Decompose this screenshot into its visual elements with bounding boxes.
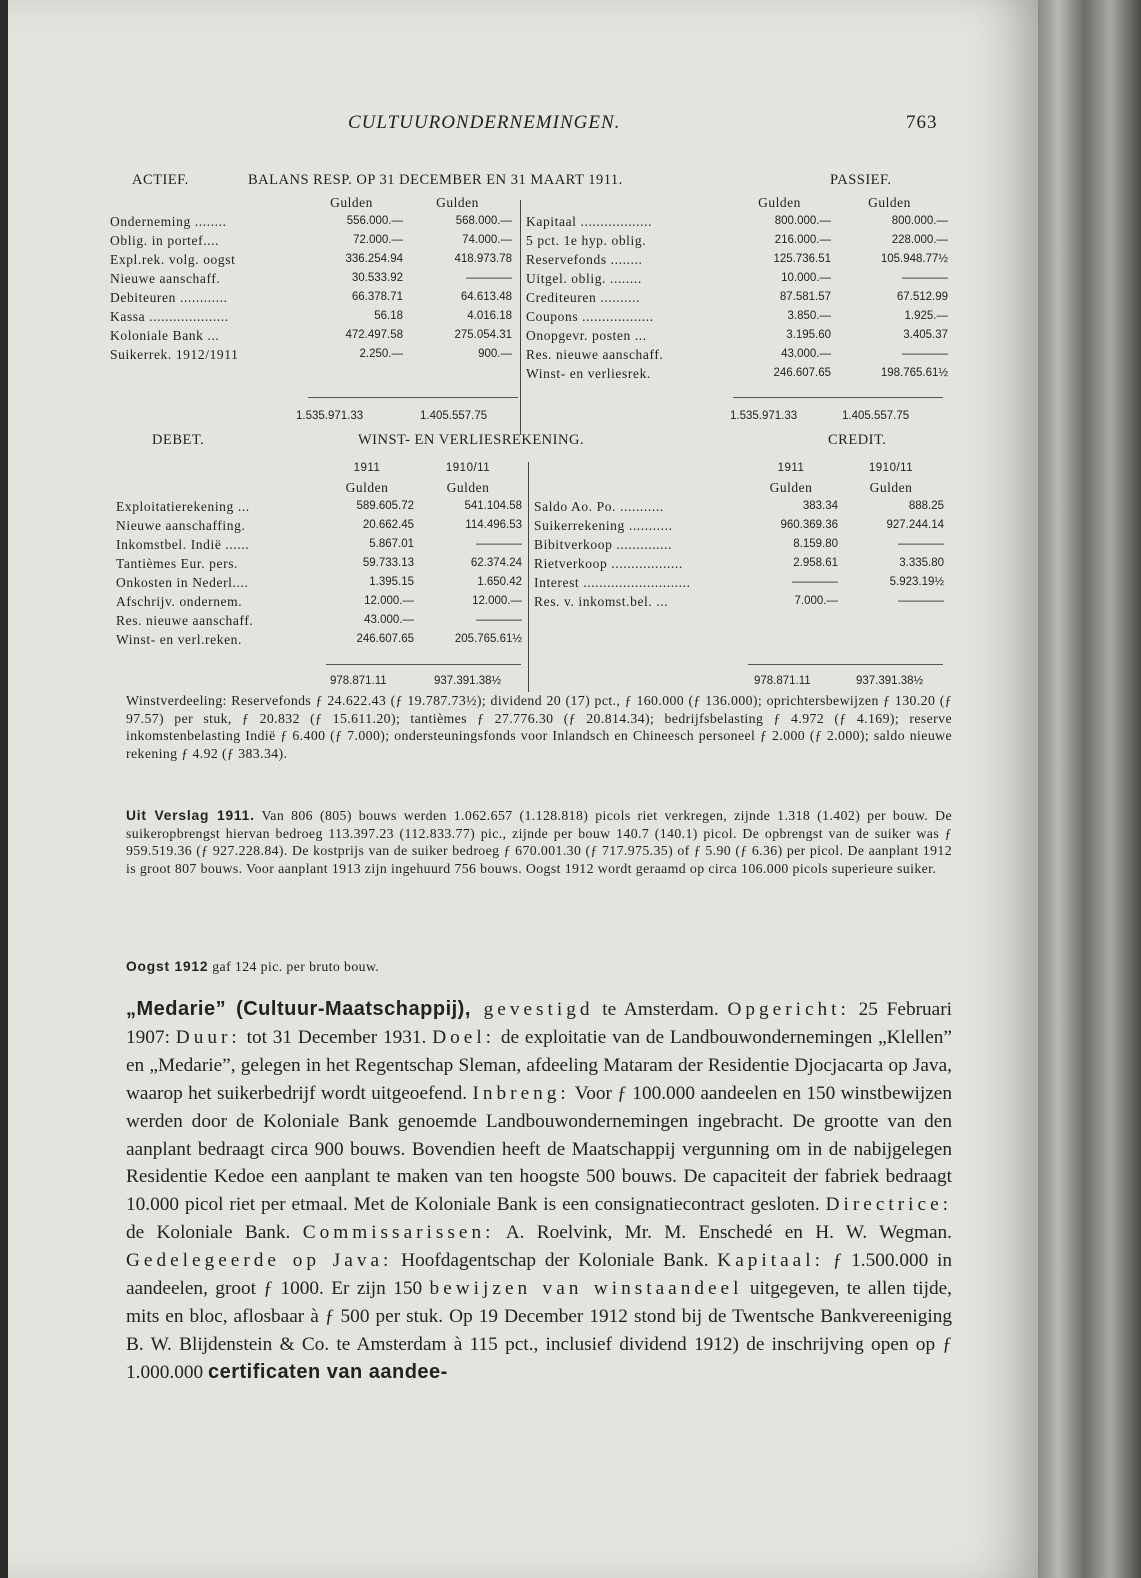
total-right-b: 1.405.557.75 (842, 410, 910, 422)
row-label: Exploitatierekening ... (116, 499, 250, 514)
verslag-label: Uit Verslag 1911. (126, 808, 255, 823)
row-value-b: 541.104.58 (464, 500, 522, 512)
balans-divider (520, 200, 521, 435)
row-label: Res. nieuwe aanschaff. (116, 613, 254, 628)
row-value-b: 3.335.80 (899, 557, 944, 569)
row-value-a: 336.254.94 (345, 253, 403, 265)
directrice-label: Directrice: (825, 1194, 952, 1216)
total-right-a: 1.535.971.33 (730, 410, 798, 422)
debet-table (116, 459, 522, 649)
row-value-b: 205.765.61½ (454, 633, 522, 645)
verslag-paragraph (126, 807, 952, 877)
row-label: Winst- en verliesrek. (526, 366, 651, 381)
total-left-a: 1.535.971.33 (296, 410, 364, 422)
row-value-b: 900.— (478, 348, 512, 360)
row-value-b: 927.244.14 (886, 519, 944, 531)
row-value-b: 228.000.— (891, 234, 948, 246)
balans-title: BALANS RESP. OP 31 DECEMBER EN 31 MAART 1911. (248, 172, 623, 188)
row-value-a: 12.000.— (364, 595, 414, 607)
total-rule (326, 664, 521, 665)
total-left-b: 1.405.557.75 (420, 410, 488, 422)
row-value-b: 198.765.61½ (880, 367, 948, 379)
table-row (116, 611, 522, 630)
table-row (526, 326, 948, 345)
row-label: 5 pct. 1e hyp. oblig. (526, 233, 647, 248)
table-row (526, 307, 948, 326)
actief-heading: ACTIEF. (132, 172, 189, 188)
col-head: Gulden (868, 195, 911, 210)
medarie-paragraph (126, 996, 952, 1387)
duur-label: Duur: (175, 1026, 241, 1048)
table-row (116, 573, 522, 592)
row-value-a: 20.662.45 (362, 519, 414, 531)
row-label: Debiteuren ............ (110, 290, 228, 305)
row-value-b: 74.000.— (462, 234, 512, 246)
running-title: CULTUURONDERNEMINGEN. (348, 112, 621, 133)
col-head: Gulden (446, 480, 490, 495)
row-value-a: 960.369.36 (780, 519, 838, 531)
row-label: Afschrijv. ondernem. (116, 594, 243, 609)
row-value-b: ———— (466, 272, 512, 284)
kapitaal-text: ƒ 1.500.000 in aandeelen, groot ƒ 1000. Er zijn 150 (126, 1250, 952, 1300)
table-row (526, 364, 948, 383)
row-label: Suikerrek. 1912/1911 (110, 347, 239, 362)
row-value-a: 1.395.15 (369, 576, 414, 588)
row-value-a: 87.581.57 (779, 291, 831, 303)
row-value-a: 3.195.60 (786, 329, 831, 341)
row-value-b: 3.405.37 (903, 329, 948, 341)
row-value-b: 12.000.— (472, 595, 522, 607)
table-row (110, 326, 512, 345)
row-value-a: 72.000.— (353, 234, 403, 246)
table-row (110, 269, 512, 288)
row-value-a: 56.18 (374, 310, 403, 322)
inbreng-text: Voor ƒ 100.000 aandeelen en 150 winstbewijzen werden door de Koloniale Bank genoemde Landbouwondernemingen ingebracht. De grootte van den aanplant bedraagt circa 900 bouws. Bovendien heeft de Maatschappij vergunning om in de nabijgelegen Residentie Kedoe een aanplant te maken van ten hoogste 500 bouws. De capaciteit der fabriek bedraagt 10.000 picol riet per etmaal. Met de Koloniale Bank is een consignatiecontract gesloten. (126, 1082, 952, 1216)
row-value-b: 105.948.77½ (880, 253, 948, 265)
opgericht-text: 25 Februari 1907: (126, 999, 952, 1048)
table-row (534, 516, 944, 535)
row-label: Nieuwe aanschaffing. (116, 518, 246, 533)
directrice-text: de Koloniale Bank. (126, 1222, 303, 1244)
row-label: Reservefonds ........ (526, 252, 643, 267)
row-label: Tantièmes Eur. pers. (116, 556, 239, 571)
row-label: Onkosten in Nederl.... (116, 575, 249, 590)
table-row (534, 535, 944, 554)
row-label: Rietverkoop .................. (534, 556, 683, 571)
row-label: Suikerrekening ........... (534, 518, 673, 533)
row-value-b: ———— (902, 348, 948, 360)
row-label: Inkomstbel. Indië ...... (116, 537, 250, 552)
row-value-a: 66.378.71 (351, 291, 403, 303)
row-value-a: 8.159.80 (793, 538, 838, 550)
year-a: 1911 (353, 462, 381, 474)
location-text: te Amsterdam. (593, 999, 728, 1020)
winst-divider (528, 462, 529, 692)
row-label: Oblig. in portef.... (110, 233, 220, 248)
table-row (116, 535, 522, 554)
actief-table (110, 193, 512, 364)
table-row (110, 212, 512, 231)
row-label: Res. v. inkomst.bel. ... (534, 594, 669, 609)
doel-text: de exploitatie van de Landbouwondernemingen „Klellen” en „Medarie”, gelegen in het Regentschap Sleman, afdeeling Mataram der Residentie Djocjacarta op Java, waarop het suikerbedrijf wordt uitgeoefend. (126, 1026, 952, 1104)
row-value-a: 43.000.— (364, 614, 414, 626)
table-row (110, 250, 512, 269)
table-row (526, 288, 948, 307)
table-row (110, 288, 512, 307)
row-value-a: 43.000.— (781, 348, 831, 360)
row-value-b: 275.054.31 (454, 329, 512, 341)
table-row (116, 592, 522, 611)
row-value-b: ———— (476, 614, 522, 626)
row-value-a: 125.736.51 (773, 253, 831, 265)
row-value-a: 3.850.— (787, 310, 831, 322)
year-b: 1910/11 (445, 462, 491, 474)
kapitaal-label: Kapitaal: (717, 1250, 824, 1272)
table-row (110, 307, 512, 326)
gedelegeerde-label: Gedelegeerde op Java: (126, 1250, 393, 1272)
credit-heading: CREDIT. (828, 432, 887, 448)
gevestigd-word: gevestigd (470, 999, 594, 1020)
row-label: Coupons .................. (526, 309, 654, 324)
opgericht-label: Opgericht: (727, 999, 850, 1020)
row-value-a: 216.000.— (774, 234, 831, 246)
row-value-b: 418.973.78 (454, 253, 512, 265)
oogst-paragraph (126, 958, 952, 976)
company-name: „Medarie” (Cultuur-Maatschappij), (126, 998, 471, 1020)
book-spine-edge (1038, 0, 1141, 1578)
row-label: Bibitverkoop .............. (534, 537, 673, 552)
row-label: Expl.rek. volg. oogst (110, 252, 236, 267)
table-row (110, 345, 512, 364)
winst-total-left-a: 978.871.11 (330, 675, 387, 687)
row-value-a: 556.000.— (346, 215, 403, 227)
col-head: Gulden (869, 480, 913, 495)
row-value-a: 589.605.72 (356, 500, 414, 512)
row-value-a: 472.497.58 (345, 329, 403, 341)
table-row (534, 554, 944, 573)
table-row (526, 231, 948, 250)
col-head: Gulden (436, 195, 479, 210)
book-page (8, 0, 1038, 1578)
debet-heading: DEBET. (152, 432, 205, 448)
col-head: Gulden (330, 195, 373, 210)
table-row (534, 573, 944, 592)
table-row (116, 554, 522, 573)
total-rule (748, 664, 943, 665)
year-b: 1910/11 (868, 462, 914, 474)
row-label: Winst- en verl.reken. (116, 632, 243, 647)
row-value-a: ———— (792, 576, 838, 588)
row-value-a: 2.250.— (359, 348, 403, 360)
row-value-b: 62.374.24 (470, 557, 522, 569)
gedelegeerde-text: Hoofdagentschap der Koloniale Bank. (392, 1250, 718, 1272)
row-value-b: 888.25 (908, 500, 944, 512)
commissarissen-text: A. Roelvink, Mr. M. Enschedé en H. W. Wegman. (494, 1222, 953, 1244)
row-value-b: 800.000.— (891, 215, 948, 227)
winstverdeeling-paragraph: Winstverdeeling: Reservefonds ƒ 24.622.43 (ƒ 19.787.73½); dividend 20 (17) pct., ƒ 160.000 (ƒ 136.000); oprichtersbewijzen ƒ 130.20 (ƒ 97.57) per stuk, ƒ 20.832 (ƒ 15.611.20); tantièmes ƒ 27.776.30 (ƒ 20.814.34); bedrijfsbelasting ƒ 4.972 (ƒ 4.169); reserve inkomstenbelasting Indië ƒ 6.400 (ƒ 7.000); ondersteuningsfonds voor Inlandsch en Chineesch personeel ƒ 2.000 (ƒ 2.000); saldo nieuwe rekening ƒ 4.92 (ƒ 383.34). (126, 693, 952, 761)
row-label: Saldo Ao. Po. ........... (534, 499, 664, 514)
row-value-a: 383.34 (802, 500, 838, 512)
row-label: Nieuwe aanschaff. (110, 271, 221, 286)
verslag-text: Van 806 (805) bouws werden 1.062.657 (1.128.818) picols riet verkregen, zijnde 1.318 (1.402) per bouw. De suikeropbrengst hiervan bedroeg 113.397.23 (112.833.77) pic., zijnde per bouw 140.7 (140.1) picol. De opbrengst van de suiker was ƒ 959.519.36 (ƒ 927.228.84). De kostprijs van de suiker bedroeg ƒ 670.001.30 (ƒ 717.975.35) of ƒ 5.90 (ƒ 6.36) per picol. De aanplant 1912 is groot 807 bouws. Voor aanplant 1913 zijn ingehuurd 756 bouws. Oogst 1912 wordt geraamd op circa 106.000 picols superieure suiker. (126, 808, 952, 876)
page-number: 763 (906, 112, 938, 133)
credit-table (534, 459, 944, 611)
row-value-b: 67.512.99 (896, 291, 948, 303)
passief-table (526, 193, 948, 383)
commissarissen-label: Commissarissen: (302, 1222, 495, 1244)
row-label: Uitgel. oblig. ........ (526, 271, 642, 286)
row-value-a: 59.733.13 (362, 557, 414, 569)
year-a: 1911 (777, 462, 805, 474)
certificaten-text: certificaten van aandee- (207, 1360, 448, 1383)
row-label: Crediteuren .......... (526, 290, 641, 305)
table-row (116, 630, 522, 649)
table-row (526, 212, 948, 231)
table-row (534, 497, 944, 516)
row-value-b: 4.016.18 (467, 310, 512, 322)
row-value-b: 114.496.53 (465, 519, 522, 531)
row-value-b: 5.923.19½ (889, 576, 944, 588)
row-value-a: 246.607.65 (356, 633, 414, 645)
oogst-label: Oogst 1912 (126, 959, 209, 974)
table-row (526, 269, 948, 288)
row-label: Res. nieuwe aanschaff. (526, 347, 664, 362)
duur-text: tot 31 December 1931. (240, 1026, 433, 1048)
winst-total-right-a: 978.871.11 (754, 675, 811, 687)
oogst-text: gaf 124 pic. per bruto bouw. (212, 959, 380, 974)
row-value-b: ———— (898, 538, 944, 550)
row-label: Interest ........................... (534, 575, 691, 590)
table-row (116, 516, 522, 535)
row-value-b: 1.650.42 (477, 576, 522, 588)
table-row (534, 592, 944, 611)
row-value-b: 64.613.48 (460, 291, 512, 303)
row-label: Kapitaal .................. (526, 214, 653, 229)
col-head: Gulden (345, 480, 389, 495)
inbreng-label: Inbreng: (472, 1082, 570, 1104)
table-row (110, 231, 512, 250)
total-rule (308, 397, 518, 398)
row-value-a: 5.867.01 (369, 538, 414, 550)
bewijzen-text: uitgegeven, te allen tijde, mits en bloc, aflosbaar à ƒ 500 per stuk. Op 19 December 1912 stond bij de Twentsche Bankvereeniging B. W. Blijdenstein & Co. te Amsterdam à 115 pct., inclusief dividend 1912) de inschrijving open op ƒ 1.000.000 (126, 1278, 953, 1383)
row-label: Kassa .................... (110, 309, 229, 324)
table-row (526, 345, 948, 364)
col-head: Gulden (769, 480, 813, 495)
row-label: Onderneming ........ (110, 214, 227, 229)
row-value-a: 246.607.65 (773, 367, 831, 379)
row-value-a: 30.533.92 (351, 272, 403, 284)
total-rule (733, 397, 943, 398)
winst-total-right-b: 937.391.38½ (856, 675, 924, 687)
winst-total-left-b: 937.391.38½ (434, 675, 502, 687)
row-value-b: ———— (476, 538, 522, 550)
row-value-b: ———— (902, 272, 948, 284)
row-value-a: 2.958.61 (793, 557, 838, 569)
bewijzen-label: bewijzen van winstaandeel (429, 1278, 743, 1300)
row-value-b: 1.925.— (904, 310, 948, 322)
table-row (526, 250, 948, 269)
table-row (116, 497, 522, 516)
row-value-b: ———— (898, 595, 944, 607)
col-head: Gulden (758, 195, 801, 210)
doel-label: Doel: (432, 1026, 496, 1048)
row-label: Onopgevr. posten ... (526, 328, 647, 343)
row-value-b: 568.000.— (455, 215, 512, 227)
row-value-a: 10.000.— (781, 272, 831, 284)
row-label: Koloniale Bank ... (110, 328, 220, 343)
passief-heading: PASSIEF. (830, 172, 892, 188)
row-value-a: 800.000.— (774, 215, 831, 227)
row-value-a: 7.000.— (794, 595, 838, 607)
winst-title: WINST- EN VERLIESREKENING. (358, 432, 585, 448)
